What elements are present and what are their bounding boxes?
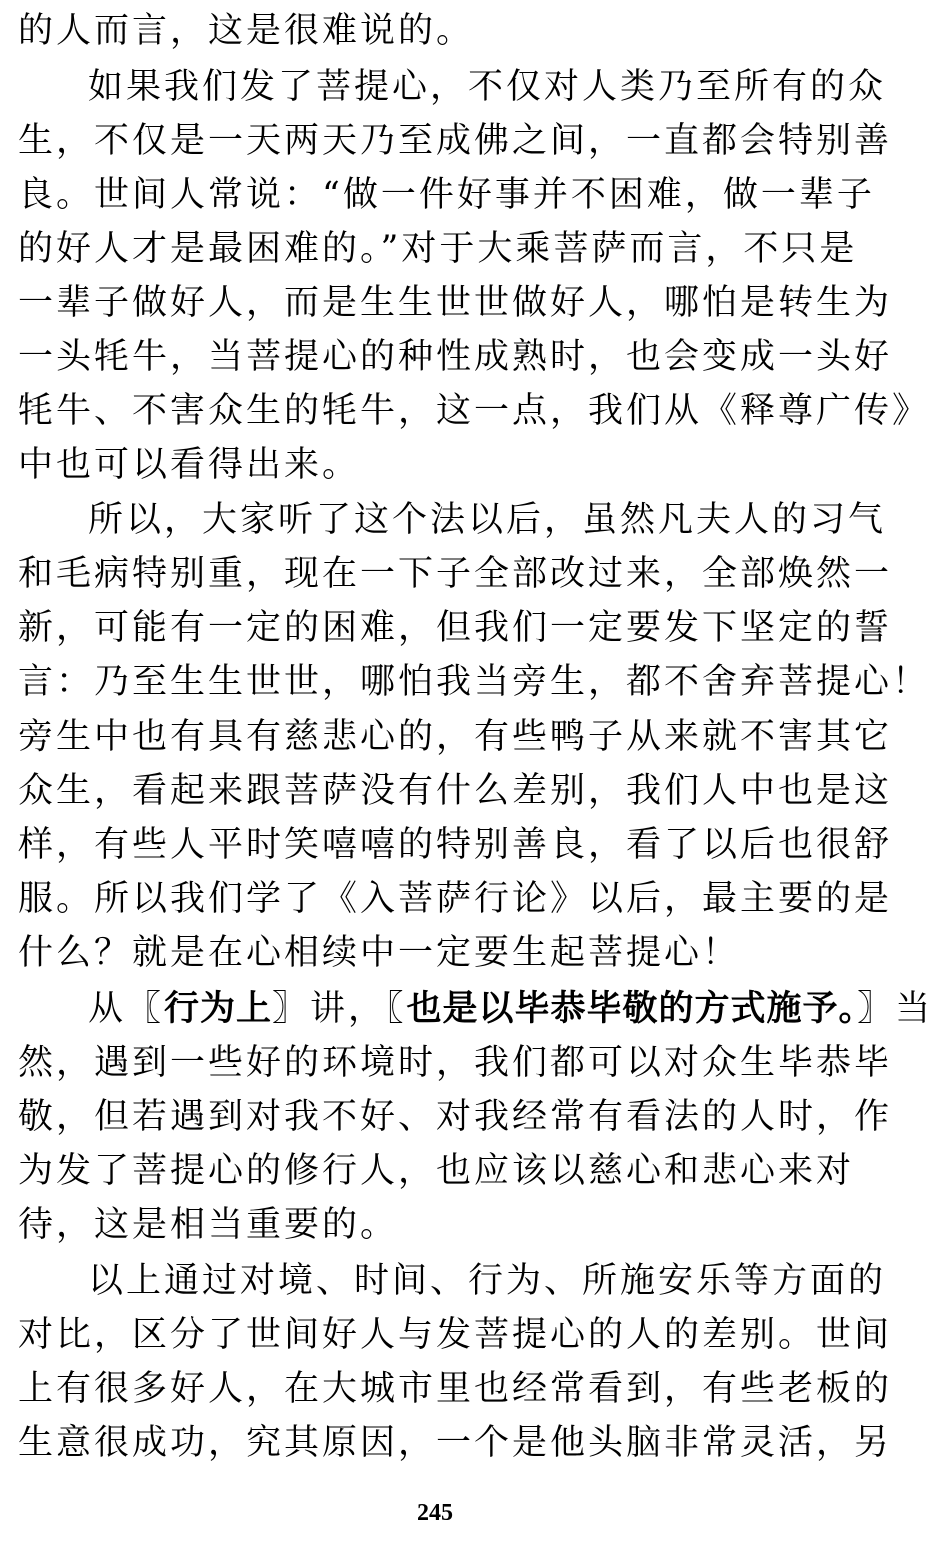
text-line: 一头牦牛，当菩提心的种性成熟时，也会变成一头好	[18, 337, 893, 377]
page-number: 245	[417, 1500, 453, 1526]
bold-phrase: 行为上	[164, 988, 273, 1029]
text-line: 的好人才是最困难的。”对于大乘菩萨而言，不只是	[18, 229, 858, 269]
text-line: 生，不仅是一天两天乃至成佛之间，一直都会特别善	[18, 121, 893, 161]
text-span: 〗讲，〖	[272, 989, 407, 1029]
text-span: 从〖	[88, 989, 165, 1029]
text-line: 为发了菩提心的修行人，也应该以慈心和悲心来对	[18, 1151, 855, 1191]
text-line-with-bold	[88, 982, 933, 1036]
text-line: 样，有些人平时笑嘻嘻的特别善良，看了以后也很舒	[18, 825, 893, 865]
text-line: 中也可以看得出来。	[18, 445, 361, 485]
text-span: 〗当	[857, 989, 933, 1029]
text-line: 然，遇到一些好的环境时，我们都可以对众生毕恭毕	[18, 1043, 893, 1083]
text-line: 生意很成功，究其原因，一个是他头脑非常灵活，另	[18, 1423, 893, 1463]
text-line: 牦牛、不害众生的牦牛，这一点，我们从《释尊广传》	[18, 391, 931, 431]
text-line: 敬，但若遇到对我不好、对我经常有看法的人时，作	[18, 1097, 893, 1137]
text-line: 一辈子做好人，而是生生世世做好人，哪怕是转生为	[18, 283, 893, 323]
text-line: 如果我们发了菩提心，不仅对人类乃至所有的众	[88, 67, 887, 107]
text-line: 旁生中也有具有慈悲心的，有些鸭子从来就不害其它	[18, 717, 893, 757]
text-line: 待，这是相当重要的。	[18, 1205, 399, 1245]
text-line: 良。世间人常说：“做一件好事并不困难，做一辈子	[18, 175, 875, 215]
bold-phrase: 也是以毕恭毕敬的方式施予。	[406, 988, 858, 1029]
text-line: 言：乃至生生世世，哪怕我当旁生，都不舍弃菩提心！	[18, 662, 931, 702]
text-line: 新，可能有一定的困难，但我们一定要发下坚定的誓	[18, 608, 893, 648]
text-line: 什么？就是在心相续中一定要生起菩提心！	[18, 933, 741, 973]
text-line: 所以，大家听了这个法以后，虽然凡夫人的习气	[88, 500, 887, 540]
text-line: 对比，区分了世间好人与发菩提心的人的差别。世间	[18, 1315, 893, 1355]
text-line: 众生，看起来跟菩萨没有什么差别，我们人中也是这	[18, 771, 893, 811]
text-line: 的人而言，这是很难说的。	[18, 11, 475, 51]
text-line: 以上通过对境、时间、行为、所施安乐等方面的	[88, 1261, 887, 1301]
text-line: 上有很多好人，在大城市里也经常看到，有些老板的	[18, 1369, 893, 1409]
text-line: 服。所以我们学了《入菩萨行论》以后，最主要的是	[18, 879, 893, 919]
text-line: 和毛病特别重，现在一下子全部改过来，全部焕然一	[18, 554, 893, 594]
